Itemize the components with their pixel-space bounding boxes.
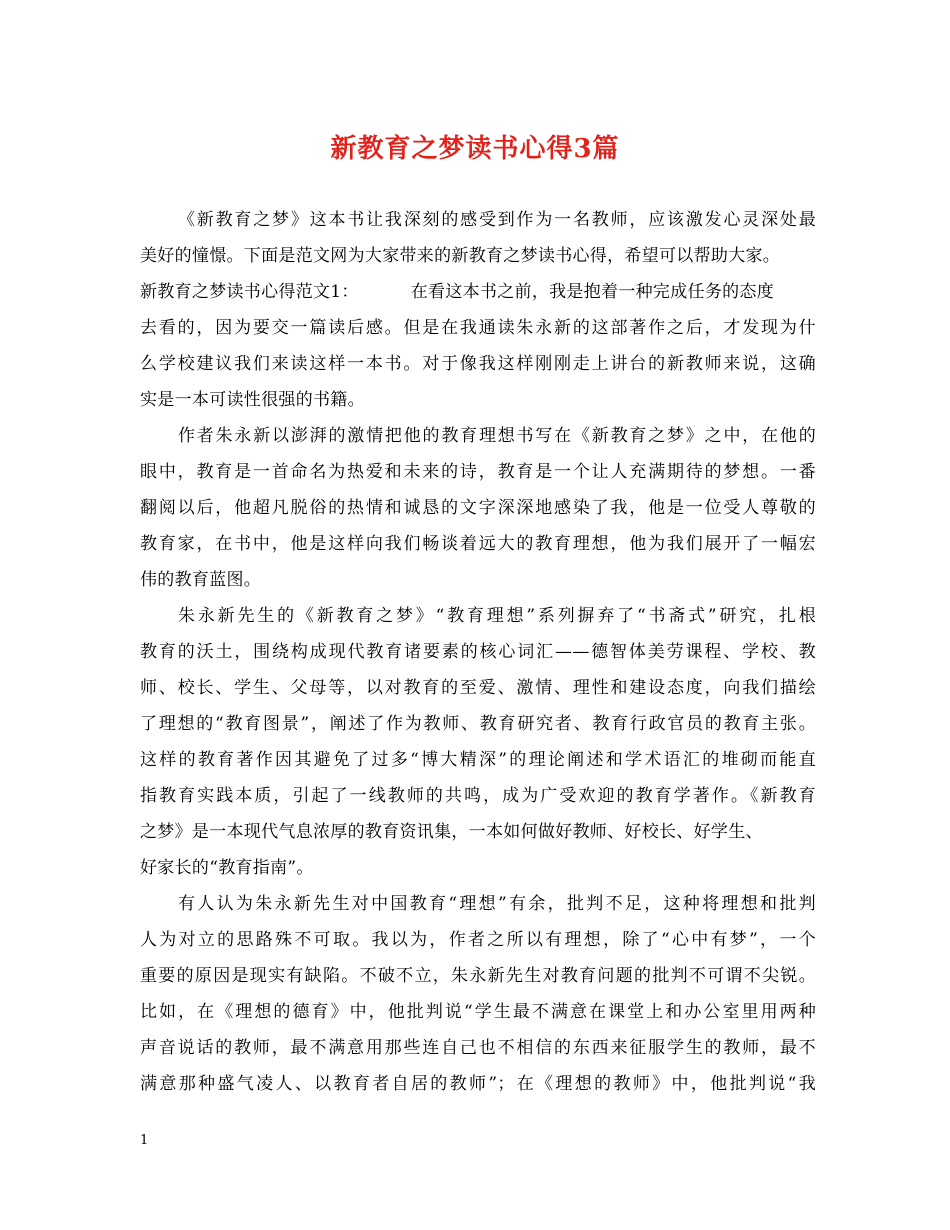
paragraph-line: 这样的教育著作因其避免了过多“博大精深”的理论阐述和学术语汇的堆砌而能直 [140,750,816,770]
paragraph-line: 美好的憧憬。下面是范文网为大家带来的新教育之梦读书心得，希望可以帮助大家。 [140,246,781,266]
paragraph-line: 重要的原因是现实有缺陷。不破不立，朱永新先生对教育问题的批判不可谓不尖锐。 [140,966,816,986]
paragraph-line: 朱永新先生的《新教育之梦》“教育理想”系列摒弃了“书斋式”研究，扎根 [178,606,816,626]
paragraph-line: 实是一本可读性很强的书籍。 [140,390,365,410]
paragraph-line: 教育的沃土，围绕构成现代教育诸要素的核心词汇——德智体美劳课程、学校、教 [140,642,816,662]
paragraph-line: 声音说话的教师，最不满意用那些连自己也不相信的东西来征服学生的教师，最不 [140,1038,816,1058]
paragraph-line: 翻阅以后，他超凡脱俗的热情和诚恳的文字深深地感染了我，他是一位受人尊敬的 [140,498,816,518]
page-number: 1 [140,1133,149,1148]
paragraph-line: 《新教育之梦》这本书让我深刻的感受到作为一名教师，应该激发心灵深处最 [178,210,816,230]
paragraph-line: 伟的教育蓝图。 [140,570,262,590]
paragraph-line: 之梦》是一本现代气息浓厚的教育资讯集，一本如何做好教师、好校长、好学生、 [140,822,763,842]
paragraph-line: 好家长的“教育指南”。 [140,858,314,878]
paragraph-line: 在看这本书之前，我是抱着一种完成任务的态度 [410,282,775,302]
document-title: 新教育之梦读书心得3篇 [330,134,620,164]
paragraph-line: 么学校建议我们来读这样一本书。对于像我这样刚刚走上讲台的新教师来说，这确 [140,354,816,374]
paragraph-line: 去看的，因为要交一篇读后感。但是在我通读朱永新的这部著作之后，才发现为什 [140,318,816,338]
subheading-inline: 新教育之梦读书心得范文1： [140,282,359,302]
paragraph-line-combined [140,280,816,304]
paragraph-line: 师、校长、学生、父母等，以对教育的至爱、激情、理性和建设态度，向我们描绘 [140,678,816,698]
paragraph-line: 比如，在《理想的德育》中，他批判说“学生最不满意在课堂上和办公室里用两种 [140,1002,816,1022]
paragraph-line: 有人认为朱永新先生对中国教育“理想”有余，批判不足，这种将理想和批判 [178,894,816,914]
paragraph-line: 教育家，在书中，他是这样向我们畅谈着远大的教育理想，他为我们展开了一幅宏 [140,534,816,554]
paragraph-line: 满意那种盛气凌人、以教育者自居的教师”；在《理想的教师》中，他批判说“我 [140,1074,816,1094]
paragraph-line: 眼中，教育是一首命名为热爱和未来的诗，教育是一个让人充满期待的梦想。一番 [140,462,816,482]
paragraph-line: 作者朱永新以澎湃的激情把他的教育理想书写在《新教育之梦》之中，在他的 [178,426,816,446]
paragraph-line: 人为对立的思路殊不可取。我以为，作者之所以有理想，除了“心中有梦”，一个 [140,930,816,950]
paragraph-line: 了理想的“教育图景”，阐述了作为教师、教育研究者、教育行政官员的教育主张。 [140,714,816,734]
paragraph-line: 指教育实践本质，引起了一线教师的共鸣，成为广受欢迎的教育学著作。《新教育 [140,786,816,806]
